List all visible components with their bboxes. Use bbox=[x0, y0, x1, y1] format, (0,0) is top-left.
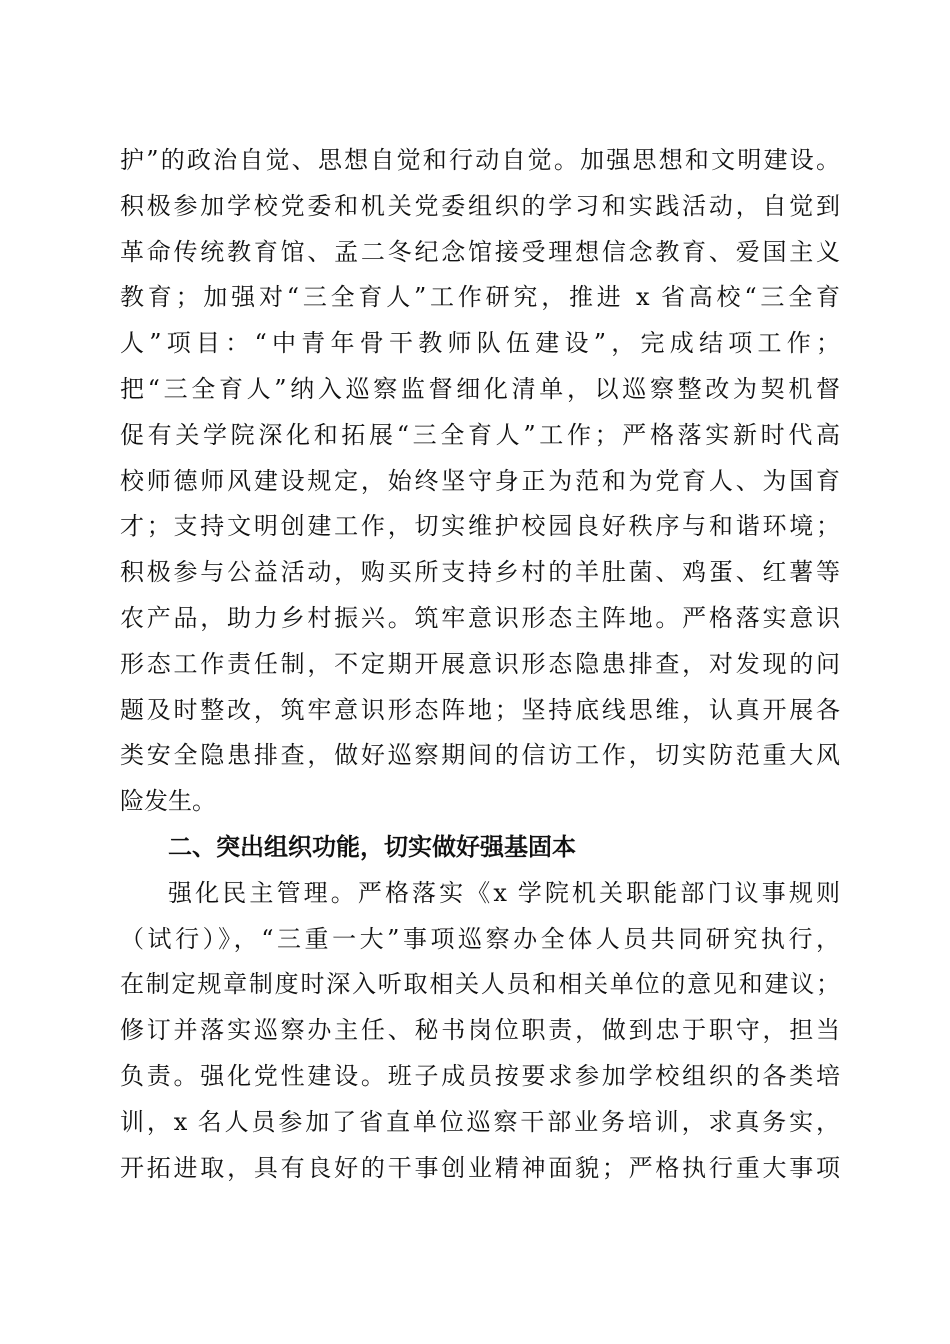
paragraph-line: 把“三全育人”纳入巡察监督细化清单，以巡察整改为契机督 bbox=[120, 374, 840, 403]
paragraph-line: 积极参加学校党委和机关党委组织的学习和实践活动，自觉到 bbox=[120, 191, 840, 220]
paragraph-line: （试行）》，“三重一大”事项巡察办全体人员共同研究执行， bbox=[120, 924, 840, 953]
paragraph-line: 农产品，助力乡村振兴。筑牢意识形态主阵地。严格落实意识 bbox=[120, 603, 840, 632]
paragraph-line: 形态工作责任制，不定期开展意识形态隐患排查，对发现的问 bbox=[120, 649, 840, 678]
paragraph-line: 负责。强化党性建设。班子成员按要求参加学校组织的各类培 bbox=[120, 1061, 840, 1090]
paragraph-line: 才；支持文明创建工作，切实维护校园良好秩序与和谐环境； bbox=[120, 512, 840, 541]
paragraph-line: 积极参与公益活动，购买所支持乡村的羊肚菌、鸡蛋、红薯等 bbox=[120, 558, 840, 587]
paragraph-line: 革命传统教育馆、孟二冬纪念馆接受理想信念教育、爱国主义 bbox=[120, 237, 840, 266]
paragraph-line: 险发生。 bbox=[120, 787, 216, 816]
paragraph-line: 训，x 名人员参加了省直单位巡察干部业务培训，求真务实， bbox=[120, 1107, 840, 1136]
paragraph-line: 修订并落实巡察办主任、秘书岗位职责，做到忠于职守，担当 bbox=[120, 1016, 840, 1045]
document-body bbox=[120, 138, 840, 1191]
paragraph-line: 类安全隐患排查，做好巡察期间的信访工作，切实防范重大风 bbox=[120, 741, 840, 770]
paragraph-line: 强化民主管理。严格落实《x 学院机关职能部门议事规则 bbox=[168, 878, 840, 907]
paragraph-line: 校师德师风建设规定，始终坚守身正为范和为党育人、为国育 bbox=[120, 466, 840, 495]
paragraph-line: 人”项目：“中青年骨干教师队伍建设”，完成结项工作； bbox=[120, 329, 840, 358]
paragraph-line: 教育；加强对“三全育人”工作研究，推进 x 省高校“三全育 bbox=[120, 283, 840, 312]
paragraph-line: 护”的政治自觉、思想自觉和行动自觉。加强思想和文明建设。 bbox=[120, 146, 840, 174]
paragraph-line: 在制定规章制度时深入听取相关人员和相关单位的意见和建议； bbox=[120, 970, 840, 999]
paragraph-line: 促有关学院深化和拓展“三全育人”工作；严格落实新时代高 bbox=[120, 420, 840, 449]
paragraph-line: 题及时整改，筑牢意识形态阵地；坚持底线思维，认真开展各 bbox=[120, 695, 840, 724]
paragraph-line: 开拓进取，具有良好的干事创业精神面貌；严格执行重大事项 bbox=[120, 1153, 840, 1182]
section-heading: 二、突出组织功能，切实做好强基固本 bbox=[168, 832, 576, 861]
